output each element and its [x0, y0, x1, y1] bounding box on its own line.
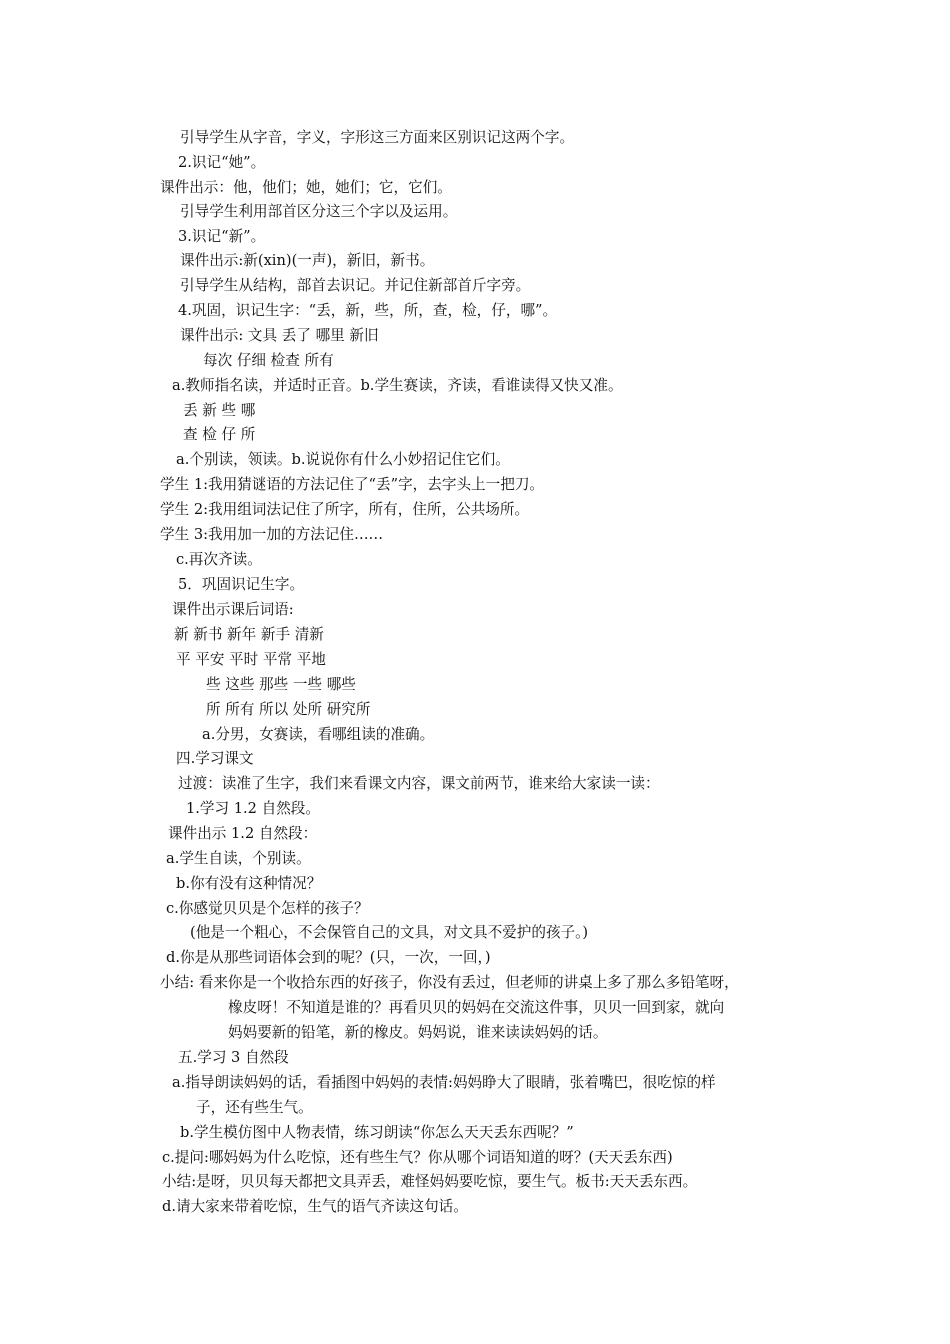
- text-line: 1.学习 1.2 自然段。: [186, 800, 320, 817]
- text-line: 妈妈要新的铅笔，新的橡皮。妈妈说，谁来读读妈妈的话。: [228, 1024, 608, 1041]
- text-line: 查 检 仔 所: [183, 426, 256, 443]
- text-line: 所 所有 所以 处所 研究所: [206, 701, 371, 718]
- text-line: b.你有没有这种情况？: [176, 875, 322, 892]
- text-line: 每次 仔细 检查 所有: [203, 352, 334, 369]
- text-line: a.个别读，领读。b.说说你有什么小妙招记住它们。: [176, 451, 510, 468]
- text-line: 过渡：读准了生字，我们来看课文内容，课文前两节，谁来给大家读一读：: [178, 775, 660, 792]
- text-line: 平 平安 平时 平常 平地: [176, 651, 326, 668]
- text-line: 课件出示: 文具 丢了 哪里 新旧: [180, 327, 379, 344]
- text-line: 5．巩固识记生字。: [178, 576, 305, 593]
- text-line: 丢 新 些 哪: [183, 402, 256, 419]
- text-line: 子，还有些生气。: [196, 1099, 313, 1116]
- text-line: 小结: 看来你是一个收拾东西的好孩子，你没有丢过，但老师的讲桌上多了那么多铅笔呀，: [160, 974, 739, 991]
- text-line: d.你是从那些词语体会到的呢？(只，一次，一回，): [166, 949, 491, 966]
- text-line: 小结:是呀，贝贝每天都把文具弄丢，难怪妈妈要吃惊，要生气。板书:天天丢东西。: [162, 1173, 698, 1190]
- text-line: 学生 2:我用组词法记住了所字，所有，住所，公共场所。: [160, 501, 530, 518]
- text-line: 4.巩固，识记生字：“丢，新，些，所，查，检，仔，哪”。: [178, 302, 558, 319]
- text-line: 引导学生利用部首区分这三个字以及运用。: [180, 203, 458, 220]
- text-line: (他是一个粗心，不会保管自己的文具，对文具不爱护的孩子。): [190, 924, 589, 941]
- text-line: 课件出示：他，他们；她，她们；它，它们。: [160, 179, 452, 196]
- text-line: c.你感觉贝贝是个怎样的孩子？: [166, 900, 369, 917]
- text-line: 课件出示 1.2 自然段：: [168, 825, 318, 842]
- text-line: 橡皮呀！不知道是谁的？再看贝贝的妈妈在交流这件事，贝贝一回到家，就向: [228, 999, 725, 1016]
- text-line: d.请大家来带着吃惊，生气的语气齐读这句话。: [162, 1198, 468, 1215]
- text-line: 2.识记“她”。: [178, 154, 266, 171]
- text-line: c.再次齐读。: [176, 551, 262, 568]
- text-line: 五.学习 3 自然段: [178, 1049, 289, 1066]
- text-line: 引导学生从结构，部首去识记。并记住新部首斤字旁。: [180, 277, 531, 294]
- text-line: a.指导朗读妈妈的话，看插图中妈妈的表情:妈妈睁大了眼睛，张着嘴巴，很吃惊的样: [172, 1074, 716, 1091]
- text-line: a.教师指名读，并适时正音。b.学生赛读，齐读，看谁读得又快又准。: [172, 377, 623, 394]
- text-line: c.提问:哪妈妈为什么吃惊，还有些生气？你从哪个词语知道的呀？(天天丢东西): [162, 1149, 673, 1166]
- text-line: 3.识记“新”。: [178, 228, 266, 245]
- text-line: 些 这些 那些 一些 哪些: [206, 676, 356, 693]
- text-line: b.学生模仿图中人物表情，练习朗读“你怎么天天丢东西呢？”: [180, 1124, 574, 1141]
- text-line: 课件出示课后词语:: [172, 601, 294, 618]
- text-line: a.分男，女赛读，看哪组读的准确。: [202, 726, 435, 743]
- text-line: 四.学习课文: [176, 750, 254, 767]
- text-line: 学生 1:我用猜谜语的方法记住了“丢”字，去字头上一把刀。: [160, 476, 545, 493]
- text-line: 课件出示:新(xin)(一声)，新旧，新书。: [180, 252, 435, 269]
- text-line: 引导学生从字音，字义，字形这三方面来区别识记这两个字。: [180, 129, 575, 146]
- text-line: a.学生自读，个别读。: [166, 850, 311, 867]
- text-line: 新 新书 新年 新手 清新: [174, 626, 324, 643]
- text-line: 学生 3:我用加一加的方法记住……: [160, 526, 384, 543]
